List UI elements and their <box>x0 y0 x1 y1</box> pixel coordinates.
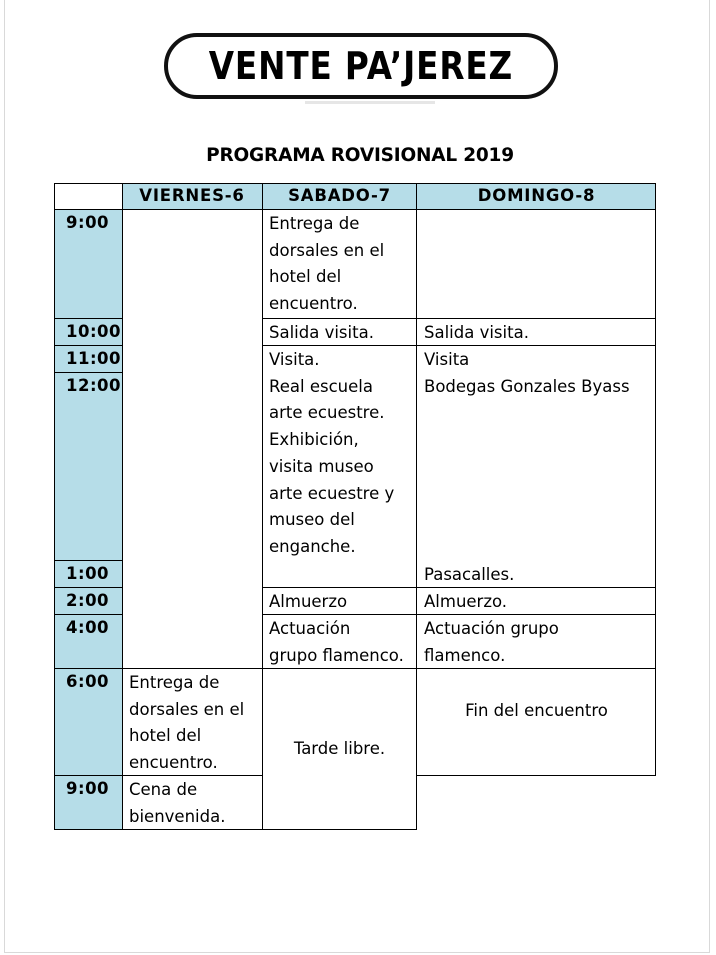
text-line: Actuación grupo flamenco. <box>424 619 559 665</box>
text-line: Cena de bienvenida. <box>129 780 226 826</box>
time-cell: 1:00 <box>54 561 122 587</box>
table-line <box>262 614 656 615</box>
sabado-tarde-libre: Tarde libre. <box>293 738 386 758</box>
table-line <box>54 209 656 210</box>
table-line <box>54 183 656 184</box>
time-cell: 9:00 <box>54 210 122 318</box>
table-line <box>262 587 656 588</box>
header-domingo: DOMINGO-8 <box>417 183 656 209</box>
viernes-entrega-dorsales <box>122 669 262 775</box>
table-line <box>416 183 417 830</box>
table-line <box>655 183 656 776</box>
logo-smudge <box>305 101 435 104</box>
table-line <box>54 775 262 776</box>
sabado-actuacion <box>262 615 417 668</box>
header-sabado: SABADO-7 <box>262 183 417 209</box>
logo-text: VENTE PA’JEREZ <box>208 44 514 88</box>
time-cell: 9:00 <box>54 776 122 829</box>
table-line <box>262 345 656 346</box>
vente-pa-jerez-logo <box>164 33 558 99</box>
table-line <box>54 372 122 373</box>
table-line <box>122 183 123 830</box>
table-line <box>54 587 122 588</box>
table-line <box>54 183 55 830</box>
sabado-entrega-dorsales <box>262 210 417 318</box>
header-corner <box>54 183 122 209</box>
domingo-visita-bodegas <box>417 346 656 560</box>
header-viernes: VIERNES-6 <box>122 183 262 209</box>
domingo-almuerzo: Almuerzo. <box>424 592 508 611</box>
domingo-pasacalles: Pasacalles. <box>424 565 515 584</box>
time-cell: 4:00 <box>54 615 122 668</box>
table-line <box>417 775 656 776</box>
text-line: Visita Bodegas Gonzales Byass <box>424 350 630 396</box>
time-cell: 10:00 <box>54 319 122 345</box>
domingo-salida-visita: Salida visita. <box>424 323 529 342</box>
text-line: Entrega de dorsales en el hotel del encuentro. <box>269 214 385 314</box>
table-line <box>54 345 122 346</box>
domingo-actuacion <box>417 615 656 668</box>
table-line <box>54 560 122 561</box>
time-cell: 6:00 <box>54 669 122 775</box>
table-line <box>54 614 122 615</box>
table-line <box>262 318 656 319</box>
text-line: Entrega de dorsales en el hotel del encuentro. <box>129 673 245 773</box>
time-cell: 2:00 <box>54 588 122 614</box>
table-line <box>54 668 656 669</box>
table-line <box>262 183 263 830</box>
domingo-fin-encuentro: Fin del encuentro <box>465 700 608 720</box>
page-title: PROGRAMA ROVISIONAL 2019 <box>206 145 514 166</box>
table-line <box>54 318 122 319</box>
viernes-cena-bienvenida <box>122 776 262 829</box>
sabado-almuerzo: Almuerzo <box>269 592 348 611</box>
time-cell: 12:00 <box>54 373 122 560</box>
text-line: Actuación grupo flamenco. <box>269 619 404 665</box>
time-cell: 11:00 <box>54 346 122 372</box>
table-line <box>54 829 417 830</box>
schedule-table <box>54 183 656 830</box>
sabado-salida-visita: Salida visita. <box>269 323 374 342</box>
text-line: Visita. Real escuela arte ecuestre. Exhibición, visita museo arte ecuestre y museo del enganche. <box>269 350 395 556</box>
sabado-visita <box>262 346 417 587</box>
